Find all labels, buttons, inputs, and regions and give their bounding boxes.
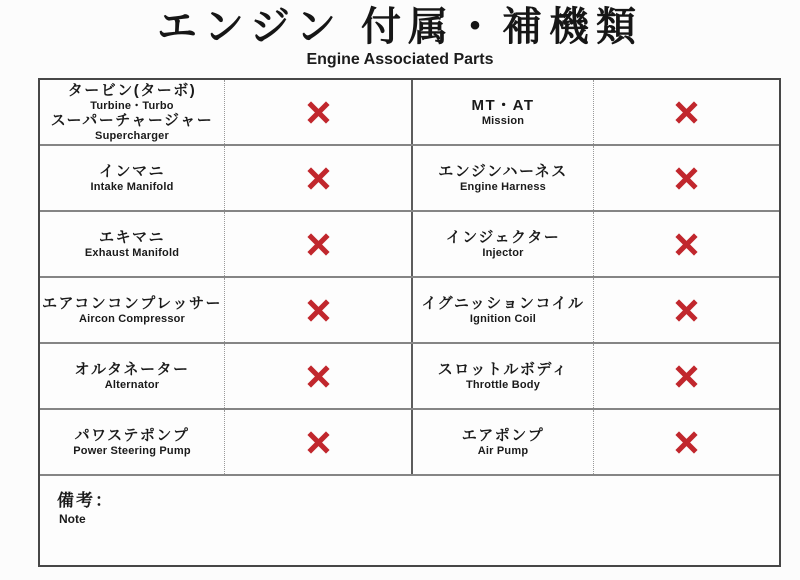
- x-mark-icon: [305, 231, 332, 258]
- page-title: エンジン 付属・補機類: [156, 5, 644, 49]
- part-name-en: Throttle Body: [465, 378, 541, 391]
- part-name-cell: [413, 212, 594, 276]
- part-name-jp: スーパーチャージャー: [50, 112, 214, 129]
- part-name-cell: [413, 146, 594, 210]
- status-cell: [225, 146, 413, 210]
- part-name-cell: [413, 278, 594, 342]
- status-cell: [594, 146, 779, 210]
- part-name-en: Mission: [481, 114, 525, 127]
- note-row: [40, 474, 779, 565]
- part-name-jp: イグニッションコイル: [421, 295, 585, 312]
- x-mark-icon: [673, 165, 700, 192]
- part-name-jp: インマニ: [98, 163, 165, 180]
- status-cell: [225, 344, 413, 408]
- part-name-cell: [413, 410, 594, 474]
- status-cell: [594, 344, 779, 408]
- part-name-cell: [40, 344, 225, 408]
- part-name-en: Turbine・Turbo: [90, 99, 174, 112]
- part-name-jp: エアコンコンプレッサー: [41, 295, 222, 312]
- part-name-en: Injector: [482, 246, 524, 259]
- x-mark-icon: [305, 429, 332, 456]
- part-name-en: Ignition Coil: [469, 312, 537, 325]
- table-row: [40, 80, 779, 144]
- part-name-jp: インジェクター: [445, 229, 561, 246]
- part-name-en: Exhaust Manifold: [84, 246, 180, 259]
- status-cell: [594, 410, 779, 474]
- x-mark-icon: [673, 363, 700, 390]
- page-subtitle: Engine Associated Parts: [306, 51, 494, 68]
- x-mark-icon: [305, 165, 332, 192]
- x-mark-icon: [673, 429, 700, 456]
- part-name-en: Power Steering Pump: [73, 444, 191, 457]
- x-mark-icon: [305, 297, 332, 324]
- part-name-en: Air Pump: [477, 444, 529, 457]
- part-name-jp: オルタネーター: [74, 361, 190, 378]
- part-name-cell: [413, 80, 594, 144]
- x-mark-icon: [673, 99, 700, 126]
- part-name-en: Supercharger: [95, 129, 169, 142]
- status-cell: [594, 80, 779, 144]
- table-row: [40, 342, 779, 408]
- status-cell: [225, 278, 413, 342]
- note-label-jp: 備考：: [57, 491, 114, 510]
- part-name-jp: パワステポンプ: [74, 427, 190, 444]
- part-name-jp: エキマニ: [98, 229, 165, 246]
- status-cell: [594, 212, 779, 276]
- part-name-jp: エンジンハーネス: [438, 163, 568, 180]
- part-name-en: Engine Harness: [460, 180, 546, 193]
- part-name-jp: エアポンプ: [461, 427, 545, 444]
- part-name-cell: [40, 410, 225, 474]
- x-mark-icon: [305, 99, 332, 126]
- part-name-cell: [40, 212, 225, 276]
- part-name-en: Alternator: [104, 378, 160, 391]
- parts-table: [38, 78, 781, 567]
- part-name-jp: スロットルボディ: [437, 361, 569, 378]
- part-name-en: Aircon Compressor: [78, 312, 186, 325]
- status-cell: [594, 278, 779, 342]
- part-name-jp: MT・AT: [471, 97, 535, 114]
- x-mark-icon: [305, 363, 332, 390]
- table-row: [40, 210, 779, 276]
- status-cell: [225, 410, 413, 474]
- part-name-cell: [413, 344, 594, 408]
- part-name-cell: [40, 278, 225, 342]
- part-name-cell: [40, 80, 225, 144]
- part-name-en: Intake Manifold: [90, 180, 174, 193]
- part-name-cell: [40, 146, 225, 210]
- table-row: [40, 408, 779, 474]
- x-mark-icon: [673, 297, 700, 324]
- note-label-en: Note: [59, 512, 86, 526]
- x-mark-icon: [673, 231, 700, 258]
- table-row: [40, 276, 779, 342]
- status-cell: [225, 212, 413, 276]
- part-name-jp: タービン(ターボ): [67, 82, 197, 99]
- table-row: [40, 144, 779, 210]
- status-cell: [225, 80, 413, 144]
